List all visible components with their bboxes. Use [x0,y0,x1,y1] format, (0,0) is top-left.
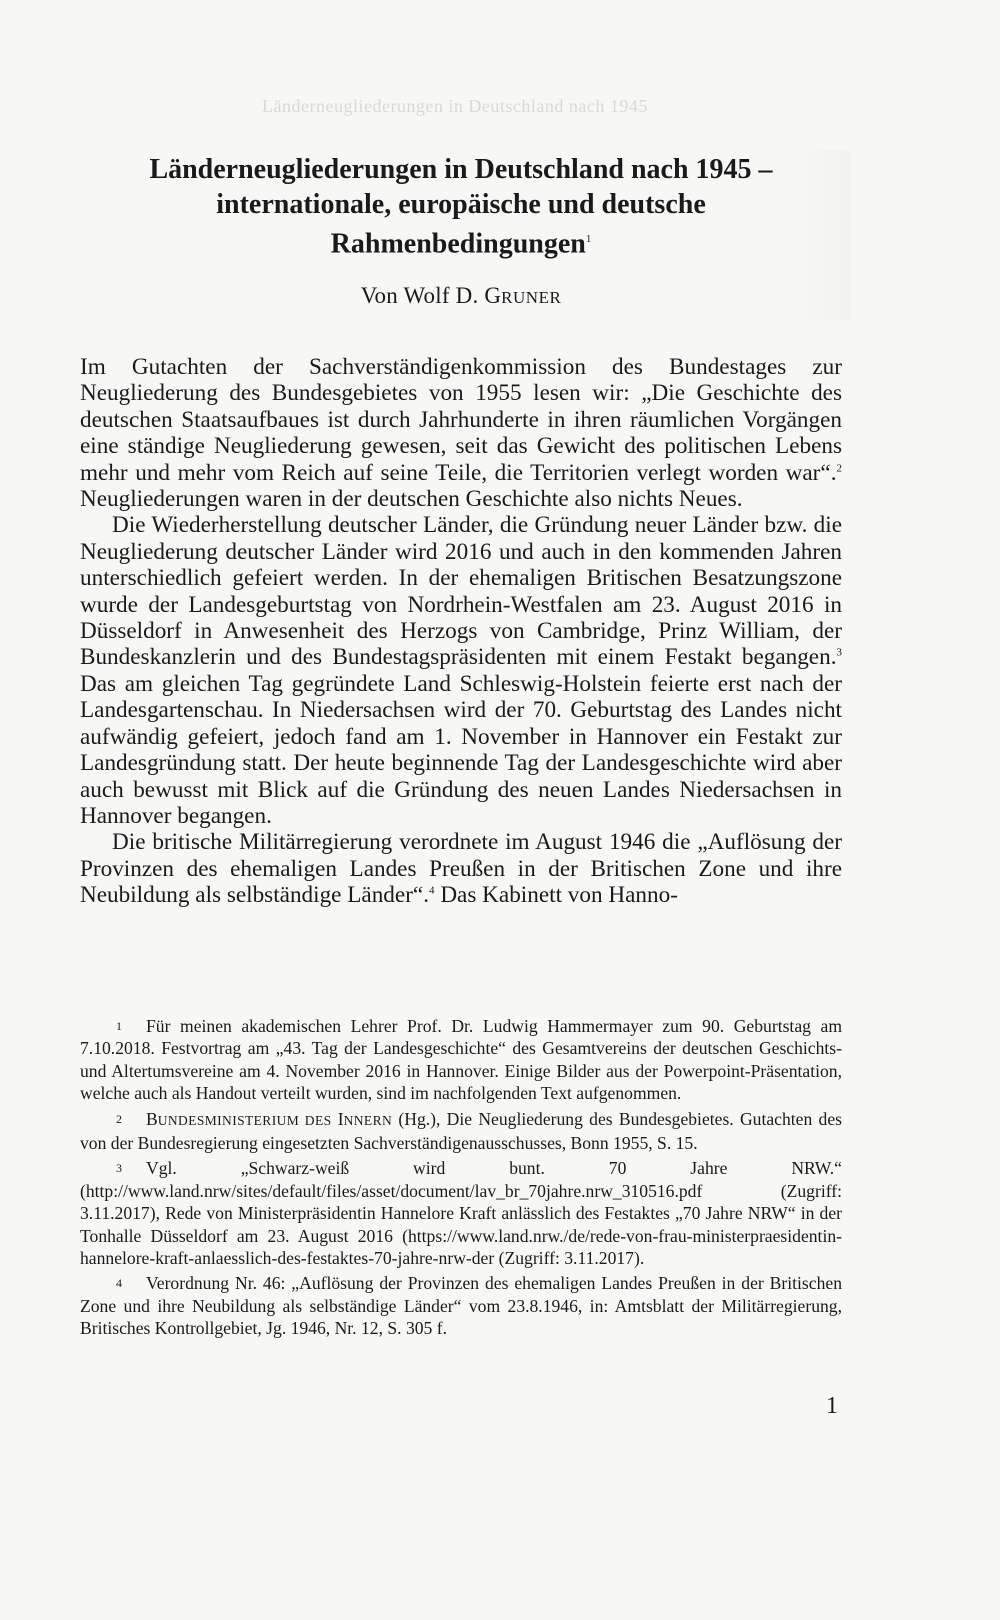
title-line-1: Länderneugliederungen in Deutschland nach 1945 – [149,154,773,185]
footnote-2-author [146,1109,392,1129]
footnote-1 [80,1015,842,1105]
paragraph-2-text-a: Die Wiederherstellung deutscher Länder, die Gründung neuer Länder bzw. die Neugliederung deutscher Länder wird 2016 und auch in den kommenden Jahren unterschiedlich gefeiert werden. In der ehemaligen Britischen Besatzungszone wurde der Landesgeburtstag von Nordrhein-Westfalen am 23. August 2016 in Düsseldorf in Anwesenheit des Herzogs von Cambridge, Prinz William, der Bundeskanzlerin und des Bundestagspräsidenten mit einem Festakt begangen. [80,512,842,671]
author-prefix: Von Wolf D. [360,283,479,308]
footnote-4-text: Verordnung Nr. 46: „Auflösung der Provinzen des ehemaligen Landes Preußen in der Britischen Zone und ihre Neubildung als selbständige Länder“ vom 23.8.1946, in: Amtsblatt der Militärregierung, Britisches Kontrollgebiet, Jg. 1946, Nr. 12, S. 305 f. [80,1273,842,1339]
author-surname-rest: RUNER [501,288,562,307]
title-line-2: internationale, europäische und deutsche [216,189,706,220]
paragraph-1-text-b: Neugliederungen waren in der deutschen Geschichte also nichts Neues. [80,486,743,513]
footnote-2-author-initial-1: B [146,1108,158,1129]
footnote-2-text: (Hg.), Die Neugliederung des Bundesgebietes. Gutachten des von der Bundesregierung eingesetzten Sachverständigenausschusses, Bonn 1955, S. 15. [80,1108,842,1154]
footnote-ref-4[interactable]: 4 [429,884,435,897]
title-line-3 [80,222,842,261]
author-surname-initial: G [484,283,502,308]
footnote-2-number: 2 [116,1111,122,1126]
paragraph-3-text-a: Die britische Militärregierung verordnete im August 1946 die „Auflösung der Provinzen des ehemaligen Landes Preußen in der Britischen Zone und ihre Neubildung als selbständige Länder“. [80,829,842,909]
title-footnote-mark: 1 [585,233,592,245]
footnote-2-author-rest-2: NNERN [343,1112,393,1128]
footnotes [80,1015,842,1343]
footnote-ref-3[interactable]: 3 [836,646,842,659]
footnote-2 [80,1108,842,1155]
footnote-2-author-rest-1: UNDESMINISTERIUM DES [157,1112,332,1128]
title-line-3-text: Rahmenbedingungen [330,228,586,260]
footnote-4 [80,1272,842,1339]
paragraph-3-text-b: Das Kabinett von Hanno- [434,882,678,909]
paragraph-2-text-b: Das am gleichen Tag gegründete Land Schleswig-Holstein feierte erst nach der Landesgartenschau. In Niedersachsen wird der 70. Geburtstag des Landes nicht aufwändig gefeiert, jedoch fand am 1. November in Hannover ein Festakt zur Landesgründung statt. Der heute beginnende Tag der Landesgeschichte wird aber auch bewusst mit Blick auf die Gründung des neuen Landes Niedersachsen in Hannover begangen. [80,670,842,829]
chapter-title [80,152,842,261]
footnote-3 [80,1157,842,1269]
main-text [80,354,842,909]
footnote-ref-2[interactable]: 2 [836,461,842,474]
footnote-3-number: 3 [116,1161,122,1176]
author-line [80,283,842,309]
page-number: 1 [826,1393,838,1419]
paragraph-3 [80,829,842,908]
paragraph-1-text-a: Im Gutachten der Sachverständigenkommission des Bundestages zur Neugliederung des Bundesgebietes von 1955 lesen wir: „Die Geschichte des deutschen Staatsaufbaues ist durch Jahrhunderte in ihren räumlichen Vorgängen eine ständige Neugliederung gewesen, seit das Gewicht des politischen Lebens mehr und mehr vom Reich auf seine Teile, die Territorien verlegt worden war“. [80,354,842,486]
paragraph-1 [80,354,842,512]
paragraph-2 [80,512,842,829]
bleed-through-header: Länderneugliederungen in Deutschland nach 1945 [262,96,648,116]
footnote-3-text: Vgl. „Schwarz-weiß wird bunt. 70 Jahre NRW.“ (http://www.land.nrw/sites/default/files/asset/document/lav_br_70jahre.nrw_310516.pdf (Zugriff: 3.11.2017), Rede von Ministerpräsidentin Hannelore Kraft anlässlich des Festaktes „70 Jahre NRW“ in der Tonhalle Düsseldorf am 23. August 2016 (https://www.land.nrw./de/rede-von-frau-ministerpraesidentin-hannelore-kraft-anlaesslich-des-festaktes-70-jahre-nrw-der (Zugriff: 3.11.2017). [80,1158,842,1269]
footnote-1-text: Für meinen akademischen Lehrer Prof. Dr. Ludwig Hammermayer zum 90. Geburtstag am 7.10.2018. Festvortrag am „43. Tag der Landesgeschichte“ des Gesamtvereins der deutschen Geschichts- und Altertumsvereine am 4. November 2016 in Hannover. Einige Bilder aus der Powerpoint-Präsentation, welche auch als Handout verteilt wurden, sind im nachfolgenden Text aufgenommen. [80,1016,842,1104]
footnote-4-number: 4 [116,1276,122,1291]
footnote-1-number: 1 [116,1019,122,1033]
footnote-2-author-initial-2: I [337,1108,344,1129]
